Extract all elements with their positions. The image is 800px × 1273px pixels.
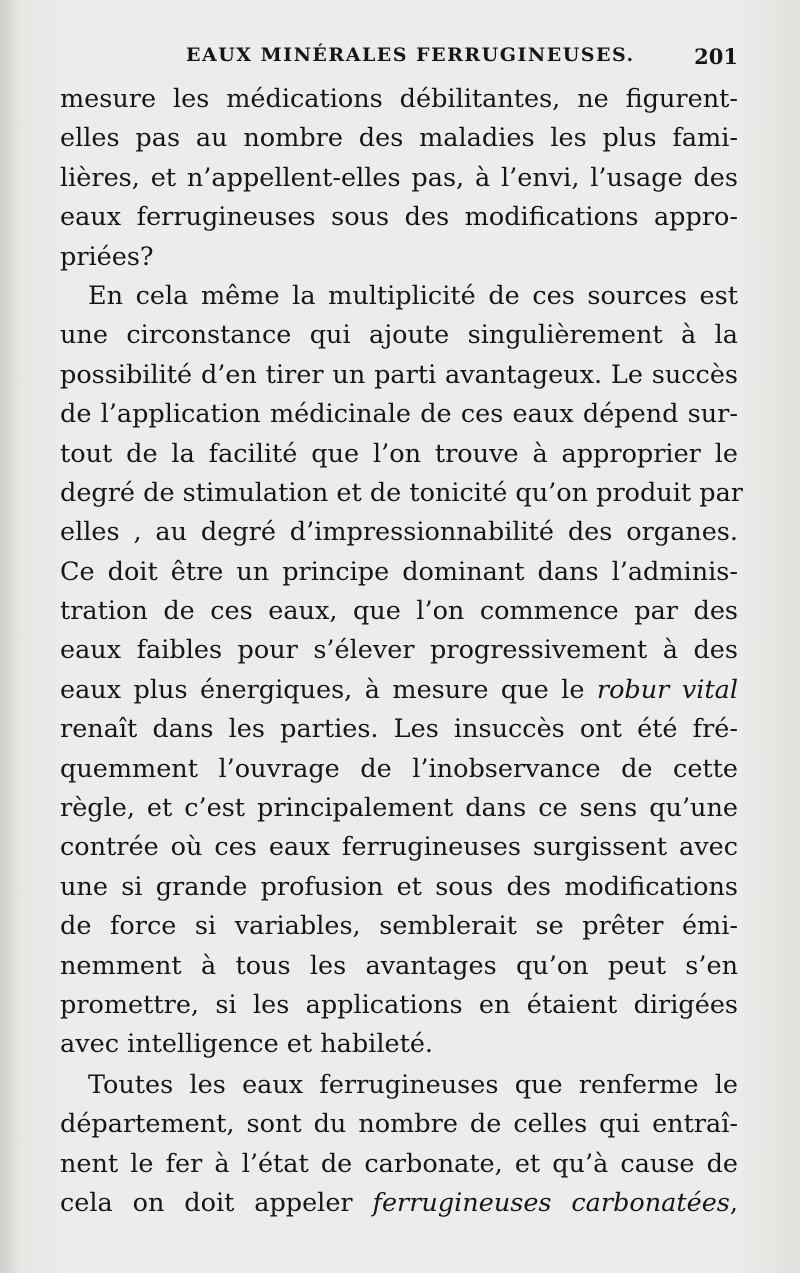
text-line: mesure les médications débilitantes, ne figurent- xyxy=(60,84,738,114)
italic-term: robur vital xyxy=(596,674,738,705)
text-line: promettre, si les applications en étaient dirigées xyxy=(60,989,738,1020)
text-line: nemment à tous les avantages qu’on peut s’en xyxy=(60,950,738,981)
text-line: règle, et c’est principalement dans ce sens qu’une xyxy=(60,793,738,824)
italic-term: ferrugineuses carbonatées xyxy=(372,1187,730,1218)
text-line: une circonstance qui ajoute singulièrement à la xyxy=(60,320,738,351)
text-line: renaît dans les parties. Les insuccès ont été fré- xyxy=(60,714,738,745)
text-line: degré de stimulation et de tonicité qu’on produit par xyxy=(60,477,743,508)
text-line: eaux plus énergiques, à mesure que le robur vital xyxy=(60,674,738,705)
text-line: une si grande profusion et sous des modifications xyxy=(60,871,738,902)
text-line: Ce doit être un principe dominant dans l’adminis- xyxy=(60,556,738,587)
page-number: 201 xyxy=(694,44,738,69)
page-header xyxy=(60,44,740,74)
text-line: nent le fer à l’état de carbonate, et qu’à cause de xyxy=(60,1148,738,1179)
text-line: département, sont du nombre de celles qui entraî- xyxy=(60,1109,738,1140)
text-line: tration de ces eaux, que l’on commence par des xyxy=(60,596,738,627)
text-line: contrée où ces eaux ferrugineuses surgissent avec xyxy=(60,832,738,863)
text-line: cela on doit appeler ferrugineuses carbonatées, xyxy=(60,1187,738,1218)
running-title: EAUX MINÉRALES FERRUGINEUSES. xyxy=(186,44,635,66)
text-line: En cela même la multiplicité de ces sources est xyxy=(88,280,738,311)
text-line: priées? xyxy=(60,241,154,272)
text-line: eaux ferrugineuses sous des modifications appro- xyxy=(60,202,738,233)
text-line: avec intelligence et habileté. xyxy=(60,1029,434,1060)
text-line: quemment l’ouvrage de l’inobservance de cette xyxy=(60,753,738,784)
body-text xyxy=(60,80,743,1223)
binding-shadow xyxy=(0,0,18,1273)
text-line: possibilité d’en tirer un parti avantageux. Le succès xyxy=(60,359,738,390)
text-line: lières, et n’appellent-elles pas, à l’envi, l’usage des xyxy=(60,162,738,193)
text-line: de force si variables, semblerait se prêter émi- xyxy=(60,911,738,942)
text-line: de l’application médicinale de ces eaux dépend sur- xyxy=(60,399,738,430)
text-line: Toutes les eaux ferrugineuses que renferme le xyxy=(88,1069,738,1100)
text-line: eaux faibles pour s’élever progressivement à des xyxy=(60,635,738,666)
text-line: elles , au degré d’impressionnabilité des organes. xyxy=(60,517,738,548)
text-line: elles pas au nombre des maladies les plus fami- xyxy=(60,123,738,154)
text-line: tout de la facilité que l’on trouve à approprier le xyxy=(60,438,738,469)
